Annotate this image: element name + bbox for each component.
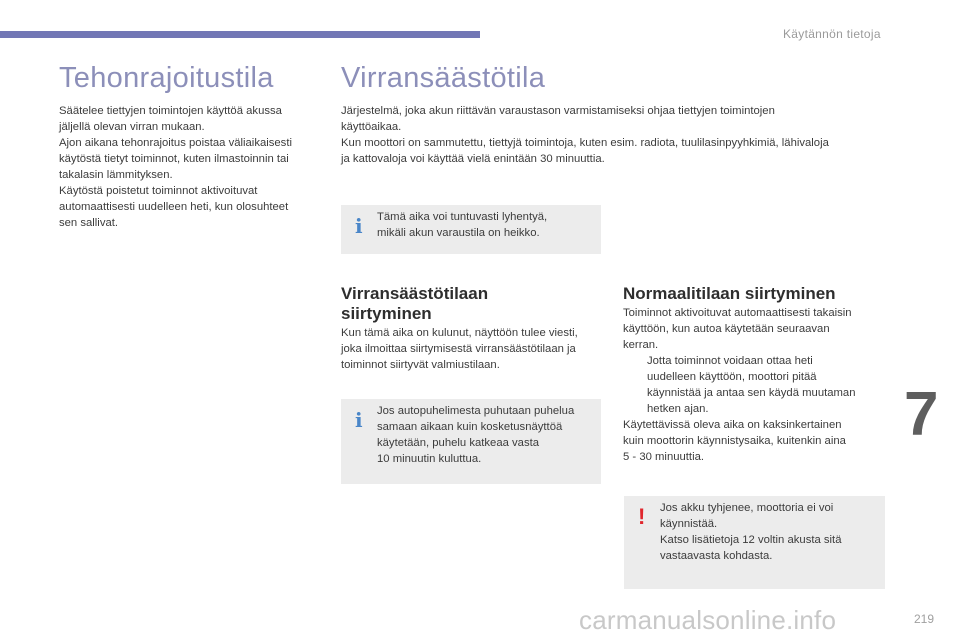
warning-note-battery: [624, 496, 885, 589]
body-line: 5 - 30 minuuttia.: [623, 451, 705, 463]
body-line: Käytettävissä oleva aika on kaksinkertainen: [623, 419, 842, 431]
body-line: Järjestelmä, joka akun riittävän varaustason varmistamiseksi ohjaa tiettyjen toimintojen: [341, 105, 775, 117]
watermark: carmanualsonline.info: [579, 605, 837, 635]
note-text: [660, 500, 875, 564]
page-number: 219: [914, 612, 935, 626]
note-line: vastaavasta kohdasta.: [660, 550, 773, 562]
bullet-item: [623, 353, 893, 417]
body-line: kuin moottorin käynnistysaika, kuitenkin aina: [623, 435, 846, 447]
header-accent-bar: [0, 31, 480, 38]
entering-title-line: Virransäästötilaan: [341, 284, 489, 303]
body-line: ja kattovaloja voi käyttää vielä enintään 30 minuuttia.: [341, 153, 605, 165]
body-line: takalasin lämmityksen.: [59, 169, 173, 181]
body-line: Säätelee tiettyjen toimintojen käyttöä akussa: [59, 105, 282, 117]
note-text: [377, 403, 591, 467]
info-note-phone: [341, 399, 601, 484]
note-line: Jos akku tyhjenee, moottoria ei voi: [660, 502, 834, 514]
body-line: käynnistää ja antaa sen käydä muutaman: [647, 387, 856, 399]
note-text: [377, 209, 591, 241]
warning-icon: !: [638, 504, 646, 529]
note-line: käynnistää.: [660, 518, 718, 530]
note-line: mikäli akun varaustila on heikko.: [377, 227, 540, 239]
right-title: Virransäästötila: [341, 62, 546, 94]
body-line: käyttöön, kun autoa käytetään seuraavan: [623, 323, 830, 335]
body-line: Kun moottori on sammutettu, tiettyjä toimintoja, kuten esim. radiota, tuulilasinpyyhkimiä, lähivaloja: [341, 137, 829, 149]
entering-body: [341, 325, 606, 373]
body-line: Toiminnot aktivoituvat automaattisesti takaisin: [623, 307, 852, 319]
body-line: Jotta toiminnot voidaan ottaa heti: [647, 355, 813, 367]
chapter-number: 7: [904, 380, 939, 449]
note-line: Katso lisätietoja 12 voltin akusta sitä: [660, 534, 842, 546]
body-line: käyttöaikaa.: [341, 121, 402, 133]
note-line: Jos autopuhelimesta puhutaan puhelua: [377, 405, 575, 417]
info-icon: i: [355, 408, 363, 432]
right-body: [341, 103, 891, 167]
info-icon: i: [355, 214, 363, 238]
body-line: toiminnot siirtyvät valmiustilaan.: [341, 359, 500, 371]
body-line: automaattisesti uudelleen heti, kun olosuhteet: [59, 201, 289, 213]
note-line: 10 minuutin kuluttua.: [377, 453, 482, 465]
note-line: Tämä aika voi tuntuvasti lyhentyä,: [377, 211, 548, 223]
body-line: uudelleen käyttöön, moottori pitää: [647, 371, 817, 383]
info-note-duration: [341, 205, 601, 254]
left-body: [59, 103, 324, 231]
entering-title: [341, 284, 488, 324]
section-title: Käytännön tietoja: [783, 27, 881, 41]
body-line: jäljellä olevan virran mukaan.: [59, 121, 205, 133]
body-line: joka ilmoittaa siirtymisestä virransäästötilaan ja: [341, 343, 576, 355]
body-line: hetken ajan.: [647, 403, 709, 415]
note-line: samaan aikaan kuin kosketusnäyttöä: [377, 421, 563, 433]
exiting-title: Normaalitilaan siirtyminen: [623, 284, 836, 303]
body-line: Käytöstä poistetut toiminnot aktivoituvat: [59, 185, 258, 197]
body-line: Kun tämä aika on kulunut, näyttöön tulee viesti,: [341, 327, 578, 339]
note-line: käytetään, puhelu katkeaa vasta: [377, 437, 540, 449]
body-line: käytöstä tietyt toiminnot, kuten ilmastoinnin tai: [59, 153, 289, 165]
body-line: Ajon aikana tehonrajoitus poistaa väliaikaisesti: [59, 137, 292, 149]
exiting-body: [623, 305, 893, 465]
entering-title-line: siirtyminen: [341, 304, 432, 323]
body-line: sen sallivat.: [59, 217, 119, 229]
left-title: Tehonrajoitustila: [59, 62, 274, 94]
body-line: kerran.: [623, 339, 659, 351]
